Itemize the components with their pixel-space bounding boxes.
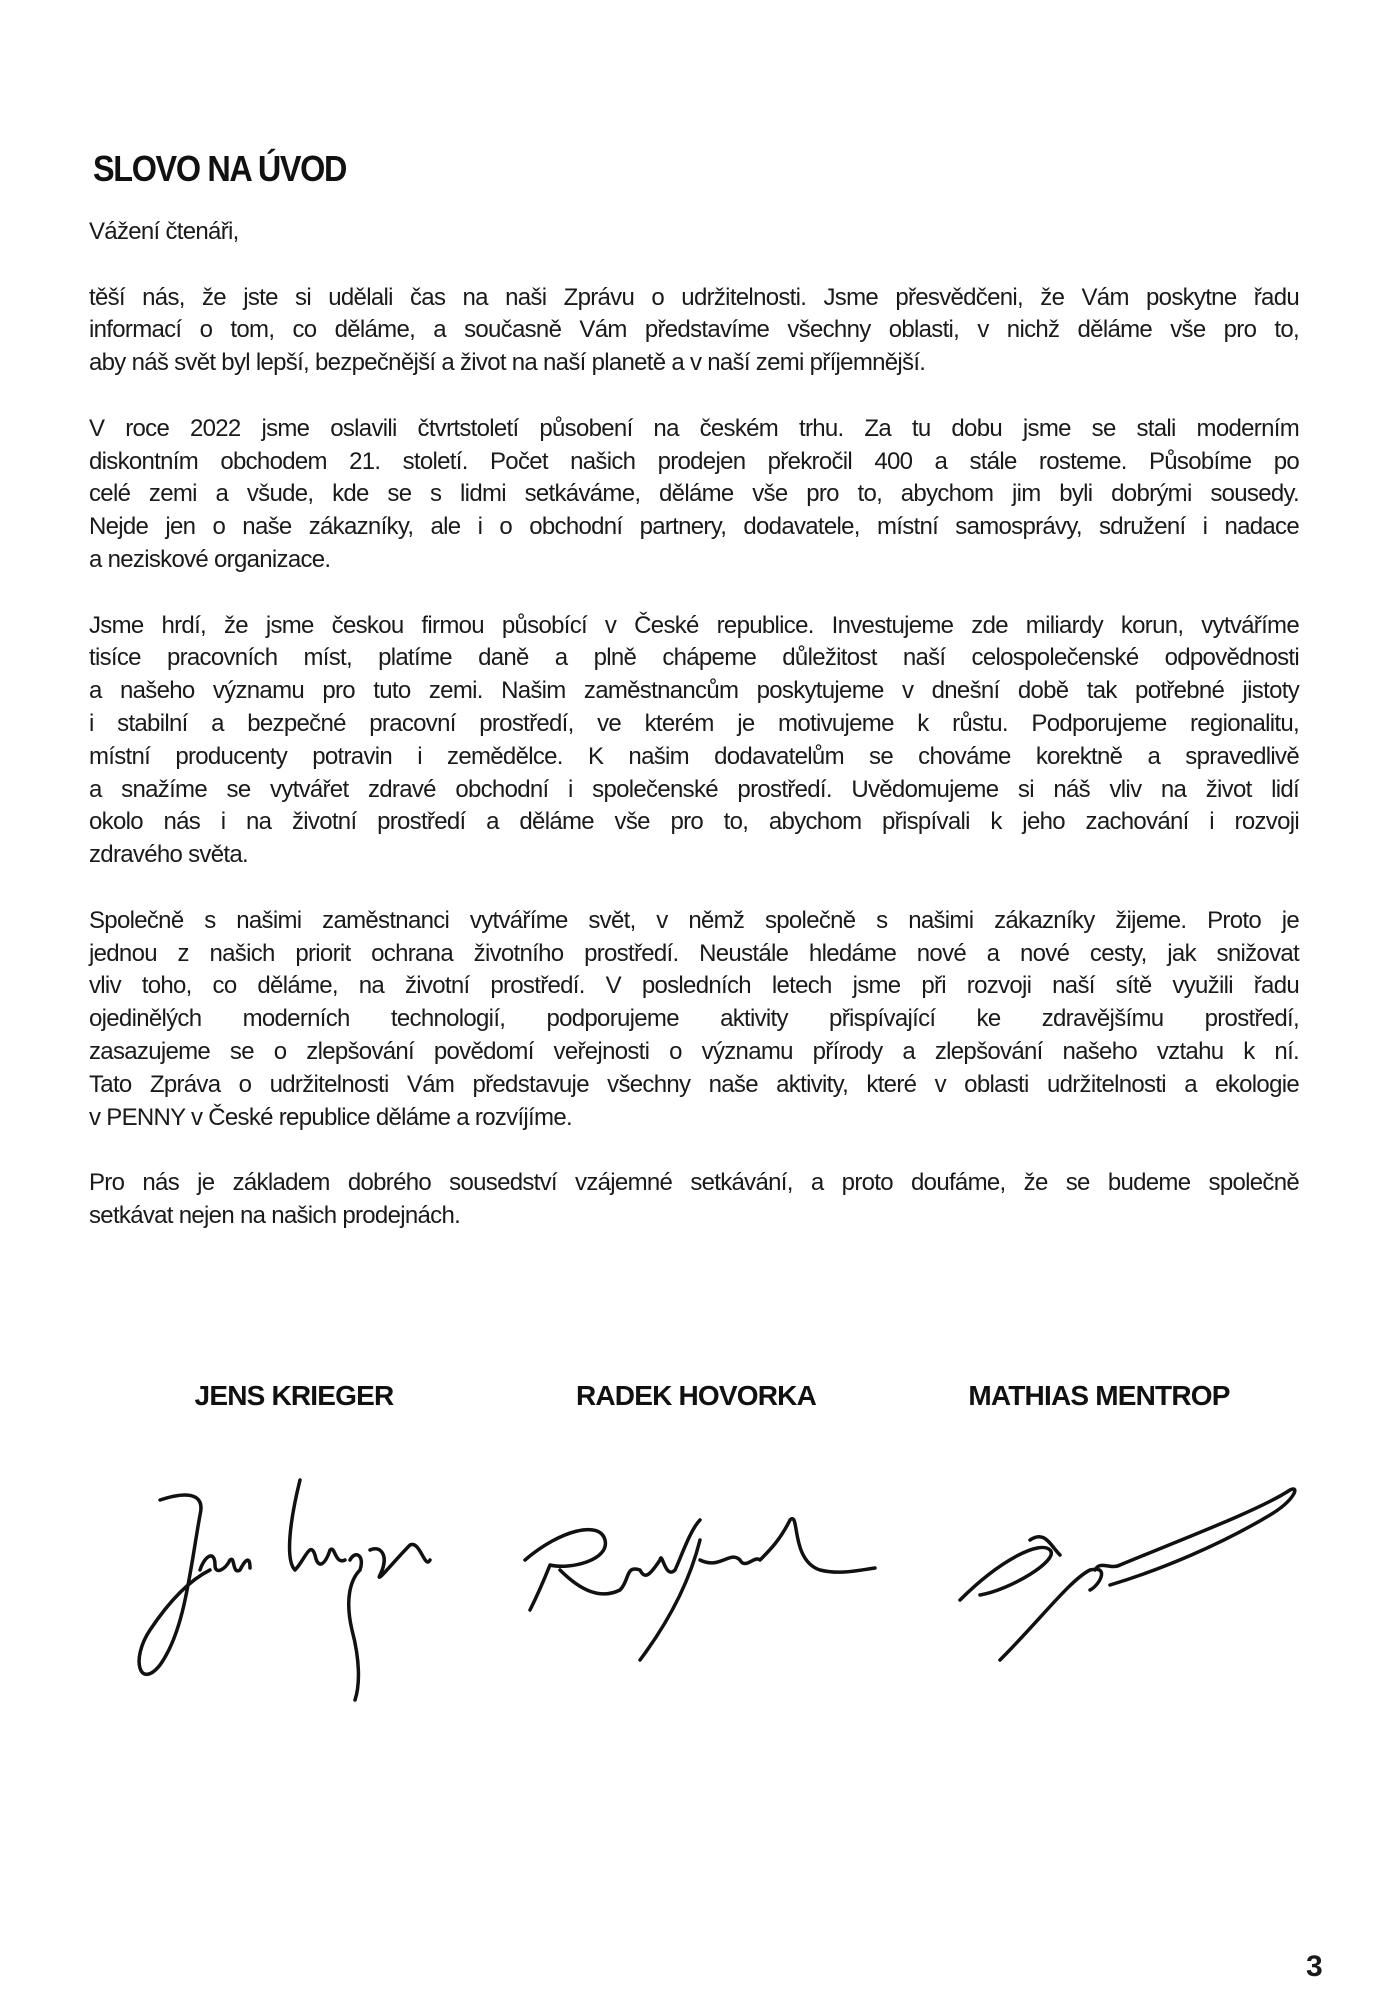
paragraph [89,905,1299,1135]
signatory-name: JENS KRIEGER [194,1380,394,1411]
paragraph-line: tisíce pracovních míst, platíme daně a plně chápeme důležitost naší celospolečenské odpovědnosti [89,644,1299,672]
paragraph-line: i stabilní a bezpečné pracovní prostředí, ve kterém je motivujeme k růstu. Podporujeme regionalitu, [89,709,1299,737]
paragraph-line: a neziskové organizace. [89,545,331,573]
paragraph [89,413,1299,577]
page-title: SLOVO NA ÚVOD [93,148,347,189]
paragraph-line: Jsme hrdí, že jsme českou firmou působící v České republice. Investujeme zde miliardy korun, vytváříme [89,611,1299,639]
paragraph-line: Tato Zpráva o udržitelnosti Vám představuje všechny naše aktivity, které v oblasti udržitelnosti a ekologie [89,1070,1299,1098]
paragraph-line: ojedinělých moderních technologií, podporujeme aktivity přispívající ke zdravějšímu prostředí, [89,1005,1299,1033]
paragraph-line: setkávat nejen na našich prodejnách. [89,1201,461,1229]
paragraph-line: Pro nás je základem dobrého sousedství vzájemné setkávání, a proto doufáme, že se budeme společně [89,1169,1299,1197]
greeting: Vážení čtenáři, [89,218,239,245]
paragraph-line: okolo nás i na životní prostředí a děláme vše pro to, abychom přispívali k jeho zachování i rozvoji [89,808,1299,836]
letter-body [89,216,1299,1233]
signatory-name: RADEK HOVORKA [575,1380,817,1411]
signatory-name: MATHIAS MENTROP [968,1380,1230,1411]
signature-mathias-mentrop [960,1489,1295,1660]
paragraph-line: Společně s našimi zaměstnanci vytváříme svět, v němž společně s našimi zákazníky žijeme. Proto je [89,906,1299,934]
signature-radek-hovorka [525,1519,875,1660]
paragraph [89,1167,1299,1233]
paragraph-line: jednou z našich priorit ochrana životního prostředí. Neustále hledáme nové a nové cesty, jak snižovat [89,939,1299,967]
paragraph-line: informací o tom, co děláme, a současně Vám představíme všechny oblasti, v nichž děláme vše pro to, [89,316,1299,344]
signatories [0,1380,1385,1420]
paragraph-line: těší nás, že jste si udělali čas na naši Zprávu o udržitelnosti. Jsme přesvědčeni, že Vám poskytne řadu [89,283,1299,311]
paragraph-line: Nejde jen o naše zákazníky, ale i o obchodní partnery, dodavatele, místní samosprávy, sdružení i nadace [89,513,1299,541]
paragraph-line: a snažíme se vytvářet zdravé obchodní i společenské prostředí. Uvědomujeme si náš vliv na život lidí [89,775,1299,803]
paragraph-line: zdravého světa. [89,841,248,869]
paragraph-line: v PENNY v České republice děláme a rozvíjíme. [89,1103,572,1131]
signature-jens-krieger [139,1480,430,1700]
paragraph-line: diskontním obchodem 21. století. Počet našich prodejen překročil 400 a stále rosteme. Působíme po [89,447,1299,475]
paragraph-line: V roce 2022 jsme oslavili čtvrtstoletí působení na českém trhu. Za tu dobu jsme se stali moderním [89,414,1299,442]
paragraph-line: vliv toho, co děláme, na životní prostředí. V posledních letech jsme při rozvoji naší sítě využili řadu [89,972,1299,1000]
paragraph-line: a našeho významu pro tuto zemi. Našim zaměstnancům poskytujeme v dnešní době tak potřebné jistoty [89,677,1299,705]
paragraph-line: celé zemi a všude, kde se s lidmi setkáváme, děláme vše pro to, abychom jim byli dobrými sousedy. [89,480,1299,508]
paragraph-line: místní producenty potravin i zemědělce. K našim dodavatelům se chováme korektně a spravedlivě [89,742,1299,770]
paragraph-line: zasazujeme se o zlepšování povědomí veřejnosti o významu přírody a zlepšování našeho vztahu k ní. [89,1037,1299,1065]
signatures [0,1460,1385,1720]
paragraph [89,282,1299,380]
paragraph-line: aby náš svět byl lepší, bezpečnější a život na naší planetě a v naší zemi příjemnější. [89,349,926,377]
paragraph [89,610,1299,872]
page-number: 3 [1306,1950,1323,1983]
